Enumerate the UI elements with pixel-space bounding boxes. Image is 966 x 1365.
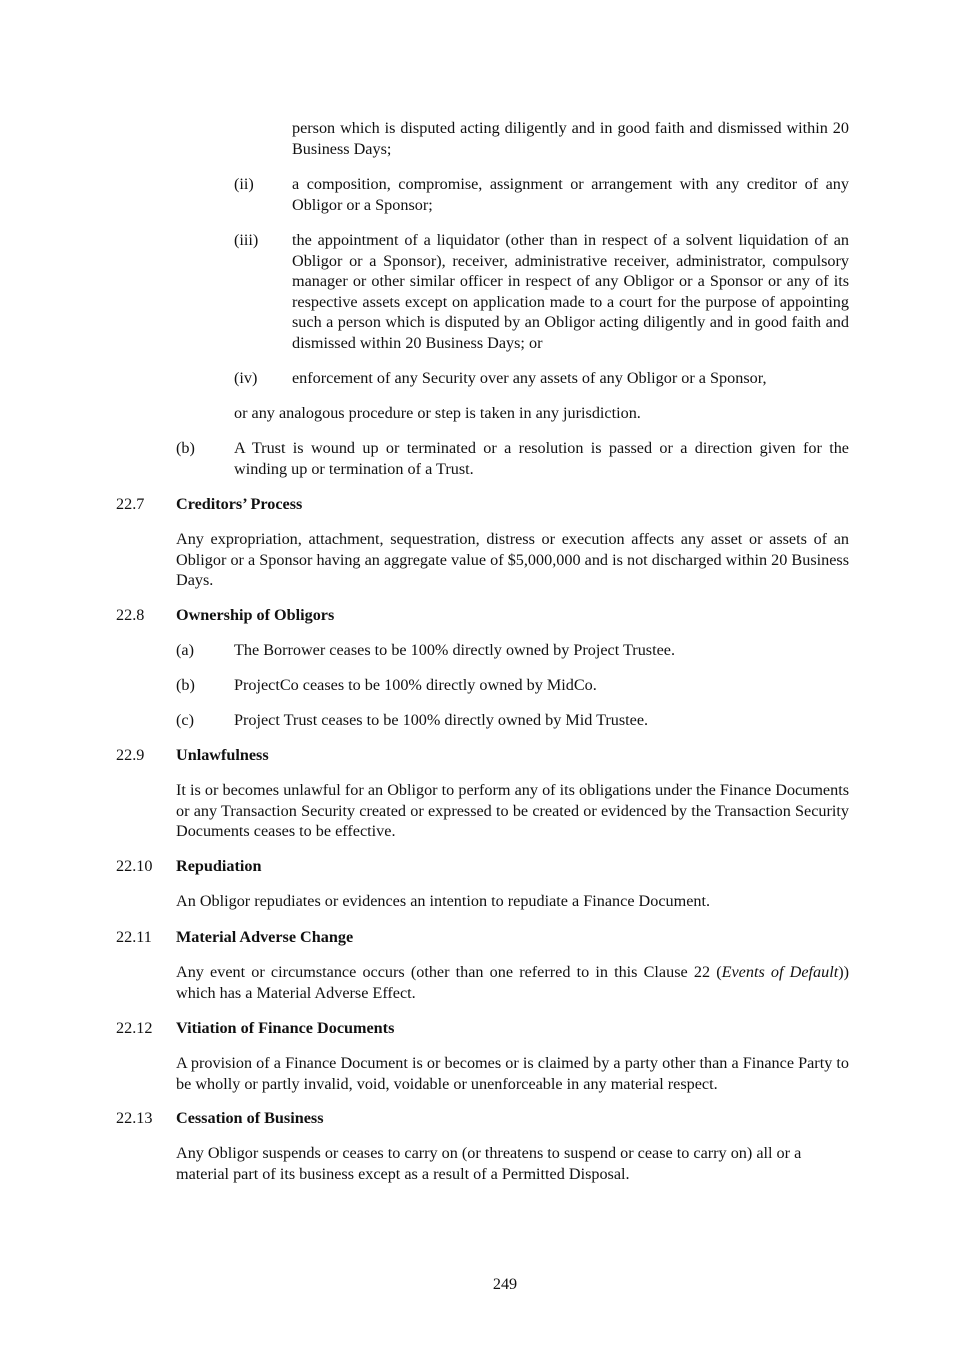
clause-reference: Events of Default [721, 963, 839, 981]
clause-body [176, 962, 849, 1003]
clause-body-post: )) which has a Material Adverse Effect. [176, 963, 849, 1002]
item-label: (c) [176, 711, 194, 729]
item-text: A Trust is wound up or terminated or a resolution is passed or a direction given for the winding up or termination of a Trust. [234, 439, 849, 478]
clause-heading: Creditors’ Process [176, 495, 303, 513]
item-text: ProjectCo ceases to be 100% directly owned by MidCo. [234, 676, 597, 694]
sub-item-text: a composition, compromise, assignment or arrangement with any creditor of any Obligor or a Sponsor; [292, 175, 849, 214]
clause-number: 22.11 [116, 928, 152, 946]
clause-heading: Cessation of Business [176, 1109, 324, 1127]
clause-number: 22.9 [116, 746, 145, 764]
sub-item-text: the appointment of a liquidator (other than in respect of a solvent liquidation of an Obligor or a Sponsor), receiver, administrative receiver, administrator, compulsory manager or other similar officer in respect of any Obligor or a Sponsor or any of its respective assets except on application made to a court for the purpose of appointing such a person which is disputed by an Obligor acting diligently and in good faith and dismissed within 20 Business Days; or [292, 231, 849, 352]
item-label: (a) [176, 641, 194, 659]
clause-body: Any Obligor suspends or ceases to carry on (or threatens to suspend or cease to carry on) all or a material part of its business except as a result of a Permitted Disposal. [176, 1144, 802, 1183]
page-number: 249 [492, 1275, 518, 1293]
clause-heading: Unlawfulness [176, 746, 269, 764]
clause-body: Any expropriation, attachment, sequestration, distress or execution affects any asset or assets of an Obligor or a Sponsor having an aggregate value of $5,000,000 and is not discharged within 20 Business Days. [176, 530, 849, 589]
sub-item-label: (ii) [234, 175, 254, 193]
clause-body-pre: Any event or circumstance occurs (other than one referred to in this Clause 22 ( [176, 963, 722, 981]
item-label: (b) [176, 676, 195, 694]
clause-body: A provision of a Finance Document is or becomes or is claimed by a party other than a Finance Party to be wholly or partly invalid, void, voidable or unenforceable in any material respect. [176, 1054, 849, 1093]
clause-heading: Ownership of Obligors [176, 606, 335, 624]
clause-number: 22.12 [116, 1019, 153, 1037]
clause-number: 22.10 [116, 857, 153, 875]
clause-body: An Obligor repudiates or evidences an intention to repudiate a Finance Document. [176, 892, 711, 910]
clause-heading: Repudiation [176, 857, 262, 875]
continuation-text: person which is disputed acting diligently and in good faith and dismissed within 20 Business Days; [292, 119, 849, 158]
item-label: (b) [176, 439, 195, 457]
sub-item-label: (iii) [234, 231, 259, 249]
clause-number: 22.13 [116, 1109, 153, 1127]
tail-text: or any analogous procedure or step is taken in any jurisdiction. [234, 404, 641, 422]
clause-body: It is or becomes unlawful for an Obligor to perform any of its obligations under the Finance Documents or any Transaction Security created or expressed to be created or evidenced by the Transaction Security Documents ceases to be effective. [176, 781, 849, 840]
clause-number: 22.8 [116, 606, 145, 624]
sub-item-label: (iv) [234, 369, 258, 387]
sub-item-text: enforcement of any Security over any assets of any Obligor or a Sponsor, [292, 369, 767, 387]
item-text: Project Trust ceases to be 100% directly owned by Mid Trustee. [234, 711, 649, 729]
item-text: The Borrower ceases to be 100% directly owned by Project Trustee. [234, 641, 675, 659]
clause-heading: Material Adverse Change [176, 928, 354, 946]
clause-heading: Vitiation of Finance Documents [176, 1019, 395, 1037]
clause-number: 22.7 [116, 495, 145, 513]
